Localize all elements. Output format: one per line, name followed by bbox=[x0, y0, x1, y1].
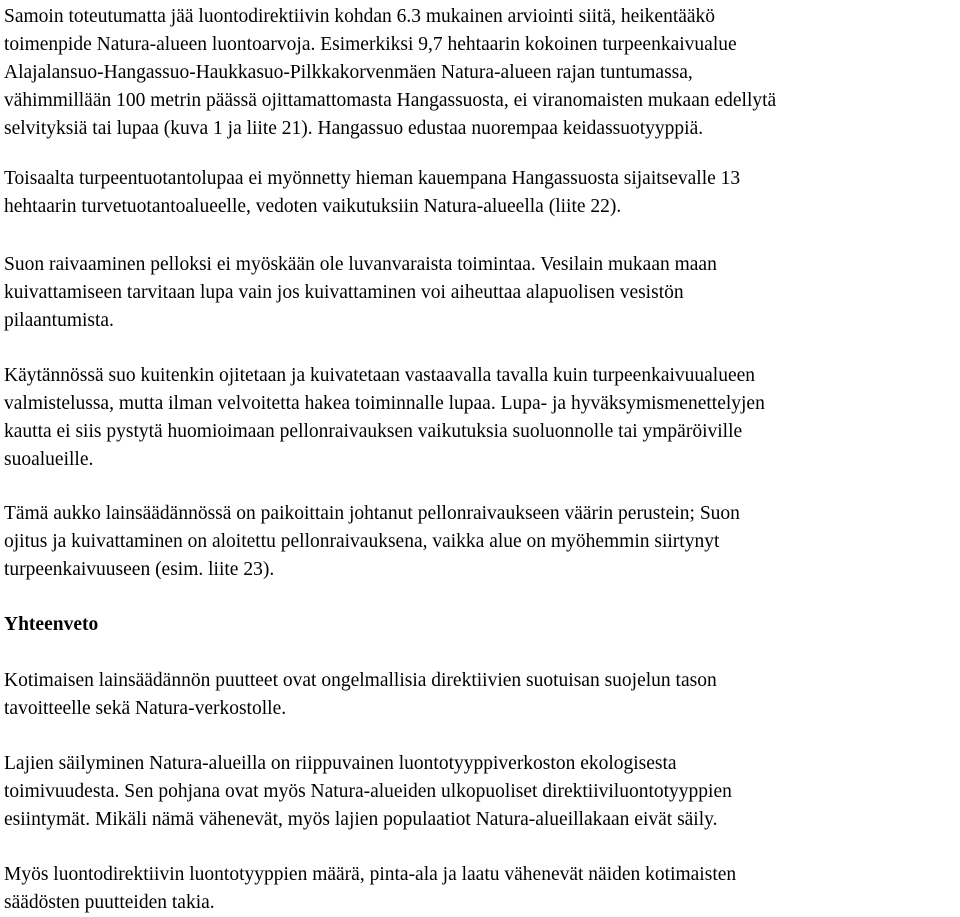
text-line: Lajien säilyminen Natura-alueilla on riippuvainen luontotyyppiverkoston ekologisesta bbox=[4, 753, 677, 774]
text-line: vähimmillään 100 metrin päässä ojittamattomasta Hangassuosta, ei viranomaisten mukaan edellytä bbox=[4, 90, 777, 111]
summary-paragraph-species bbox=[4, 750, 956, 834]
summary-paragraph-legislation bbox=[4, 667, 956, 723]
text-line: selvityksiä tai lupaa (kuva 1 ja liite 21). Hangassuo edustaa nuorempaa keidassuotyyppiä. bbox=[4, 118, 704, 139]
text-line: tavoitteelle sekä Natura-verkostolle. bbox=[4, 698, 287, 719]
text-line: ojitus ja kuivattaminen on aloitettu pellonraivauksena, vaikka alue on myöhemmin siirtynyt bbox=[4, 531, 720, 552]
text-line: Tämä aukko lainsäädännössä on paikoittain johtanut pellonraivaukseen väärin perustein; Suon bbox=[4, 503, 740, 524]
paragraph-legislation-gap bbox=[4, 500, 956, 584]
paragraph-permit-denied bbox=[4, 165, 956, 221]
text-line: esiintymät. Mikäli nämä vähenevät, myös lajien populaatiot Natura-alueillakaan eivät säily. bbox=[4, 809, 718, 830]
text-line: turpeenkaivuuseen (esim. liite 23). bbox=[4, 559, 275, 580]
paragraph-field-clearing bbox=[4, 251, 956, 335]
text-line: suoalueille. bbox=[4, 449, 94, 470]
text-line: Käytännössä suo kuitenkin ojitetaan ja kuivatetaan vastaavalla tavalla kuin turpeenkaivuualueen bbox=[4, 365, 756, 386]
summary-paragraph-habitat-types bbox=[4, 861, 956, 917]
paragraph-natura-assessment bbox=[4, 3, 956, 143]
heading-text: Yhteenveto bbox=[4, 614, 99, 635]
text-line: Suon raivaaminen pelloksi ei myöskään ole luvanvaraista toimintaa. Vesilain mukaan maan bbox=[4, 254, 717, 275]
section-heading bbox=[4, 611, 956, 639]
text-line: valmistelussa, mutta ilman velvoitetta hakea toiminnalle lupaa. Lupa- ja hyväksymismenettelyjen bbox=[4, 393, 765, 414]
text-line: Myös luontodirektiivin luontotyyppien määrä, pinta-ala ja laatu vähenevät näiden kotimaisten bbox=[4, 864, 737, 885]
text-line: Toisaalta turpeentuotantolupaa ei myönnetty hieman kauempana Hangassuosta sijaitsevalle 13 bbox=[4, 168, 741, 189]
text-line: kautta ei siis pystytä huomioimaan pellonraivauksen vaikutuksia suoluonnolle tai ympäröiville bbox=[4, 421, 743, 442]
text-line: Kotimaisen lainsäädännön puutteet ovat ongelmallisia direktiivien suotuisan suojelun tason bbox=[4, 670, 717, 691]
text-line: kuivattamiseen tarvitaan lupa vain jos kuivattaminen voi aiheuttaa alapuolisen vesistön bbox=[4, 282, 684, 303]
text-line: hehtaarin turvetuotantoalueelle, vedoten vaikutuksiin Natura-alueella (liite 22). bbox=[4, 196, 622, 217]
text-line: pilaantumista. bbox=[4, 310, 114, 331]
text-line: Alajalansuo-Hangassuo-Haukkasuo-Pilkkakorvenmäen Natura-alueen rajan tuntumassa, bbox=[4, 62, 693, 83]
paragraph-drainage-practice bbox=[4, 362, 956, 474]
text-line: säädösten puutteiden takia. bbox=[4, 892, 215, 913]
text-line: toimenpide Natura-alueen luontoarvoja. Esimerkiksi 9,7 hehtaarin kokoinen turpeenkaivualue bbox=[4, 34, 737, 55]
text-line: toimivuudesta. Sen pohjana ovat myös Natura-alueiden ulkopuoliset direktiiviluontotyyppien bbox=[4, 781, 732, 802]
text-line: Samoin toteutumatta jää luontodirektiivin kohdan 6.3 mukainen arviointi siitä, heikentääkö bbox=[4, 6, 716, 27]
